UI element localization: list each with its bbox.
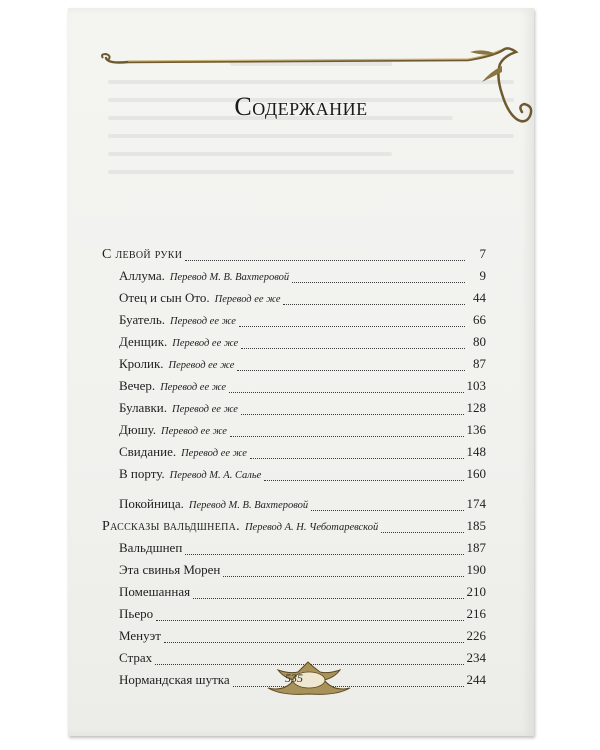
toc-section (102, 518, 486, 538)
dot-leader (237, 369, 465, 371)
toc-entry (119, 466, 486, 486)
toc-entry (119, 268, 486, 288)
dot-leader (239, 325, 465, 327)
dot-leader (241, 347, 465, 349)
toc-translator: Перевод ее же (160, 382, 227, 393)
toc-page-number: 210 (466, 584, 486, 599)
toc-title: Денщик. (119, 334, 168, 349)
toc-page-number: 148 (466, 444, 486, 459)
toc-title: Страх (119, 650, 153, 665)
dot-leader (156, 619, 463, 621)
toc-title: Покойница. (119, 496, 184, 511)
toc-title: Эта свинья Морен (119, 562, 221, 577)
toc-translator: Перевод ее же (161, 426, 227, 437)
toc-section (102, 246, 486, 266)
toc-title: Менуэт (119, 628, 161, 643)
dot-leader (223, 575, 463, 577)
toc-translator: Перевод М. В. Вахтеровой (169, 272, 290, 283)
toc-entry (119, 334, 486, 354)
toc-page-number: 136 (466, 422, 486, 437)
toc-entry (119, 444, 486, 464)
toc-title: Вальдшнеп (119, 540, 183, 555)
toc-entry (119, 422, 486, 442)
toc-title: Помешанная (119, 584, 191, 599)
toc-page-number: 87 (473, 356, 486, 371)
dot-leader (292, 281, 465, 283)
toc-entry (119, 540, 486, 560)
toc-title: Свидание. (119, 444, 177, 459)
dot-leader (381, 531, 463, 533)
toc-title: Рассказы вальдшнепа. (102, 519, 240, 534)
dot-leader (193, 597, 463, 599)
toc-page-number: 128 (466, 400, 486, 415)
toc-page-number: 174 (466, 496, 486, 511)
toc-title: В порту. (119, 466, 165, 481)
toc-title: Аллума. (119, 268, 165, 283)
toc-entry (119, 378, 486, 398)
dot-leader (241, 413, 464, 415)
toc-page-number: 185 (466, 518, 486, 533)
toc-translator: Перевод ее же (214, 294, 281, 305)
dot-leader (185, 553, 463, 555)
toc-translator: Перевод ее же (168, 360, 235, 371)
toc-title: С левой руки (102, 247, 183, 262)
toc-title: Дюшу. (119, 422, 157, 437)
toc-page-number: 244 (466, 672, 486, 687)
page-number: 535 (285, 671, 303, 685)
toc-translator: Перевод ее же (172, 404, 238, 415)
toc-translator: Перевод ее же (181, 448, 247, 459)
toc-entry (119, 628, 486, 648)
toc-translator: Перевод ее же (170, 316, 236, 327)
toc-page-number: 190 (466, 562, 486, 577)
dot-leader (229, 391, 463, 393)
dot-leader (185, 259, 465, 261)
dot-leader (283, 303, 465, 305)
toc-entry (119, 356, 486, 376)
toc-page-number: 80 (473, 334, 486, 349)
toc-page-number: 226 (466, 628, 486, 643)
dot-leader (230, 435, 464, 437)
toc-page-number: 216 (466, 606, 486, 621)
toc-entry (119, 562, 486, 582)
toc-page-number: 9 (479, 268, 486, 283)
toc-translator: Перевод М. А. Салье (169, 470, 262, 481)
page-title: Содержание (234, 92, 368, 121)
toc-entry (119, 290, 486, 310)
toc-translator: Перевод ее же (172, 338, 239, 349)
toc-page-number: 103 (466, 378, 486, 393)
toc-title: Буатель. (119, 312, 166, 327)
toc-page-number: 160 (466, 466, 486, 481)
book-page (68, 8, 534, 736)
toc-title: Булавки. (119, 400, 167, 415)
toc-entry (119, 312, 486, 332)
toc-translator: Перевод А. Н. Чеботаревской (244, 522, 379, 533)
toc-entry (119, 400, 486, 420)
dot-leader (250, 457, 464, 459)
toc-title: Нормандская шутка (119, 672, 230, 687)
toc-title: Кролик. (119, 356, 164, 371)
dot-leader (164, 641, 464, 643)
toc-translator: Перевод М. В. Вахтеровой (188, 500, 309, 511)
toc-entry (119, 606, 486, 626)
toc-title: Вечер. (119, 378, 156, 393)
toc-entry (119, 584, 486, 604)
toc-entry (119, 496, 486, 516)
toc-page-number: 7 (479, 246, 486, 261)
toc-page-number: 234 (466, 650, 486, 665)
dot-leader (311, 509, 463, 511)
toc-title: Пьеро (119, 606, 154, 621)
dot-leader (264, 479, 463, 481)
toc-title: Отец и сын Ото. (119, 290, 210, 305)
toc-page-number: 66 (473, 312, 486, 327)
toc-page-number: 44 (473, 290, 486, 305)
toc-page-number: 187 (466, 540, 486, 555)
